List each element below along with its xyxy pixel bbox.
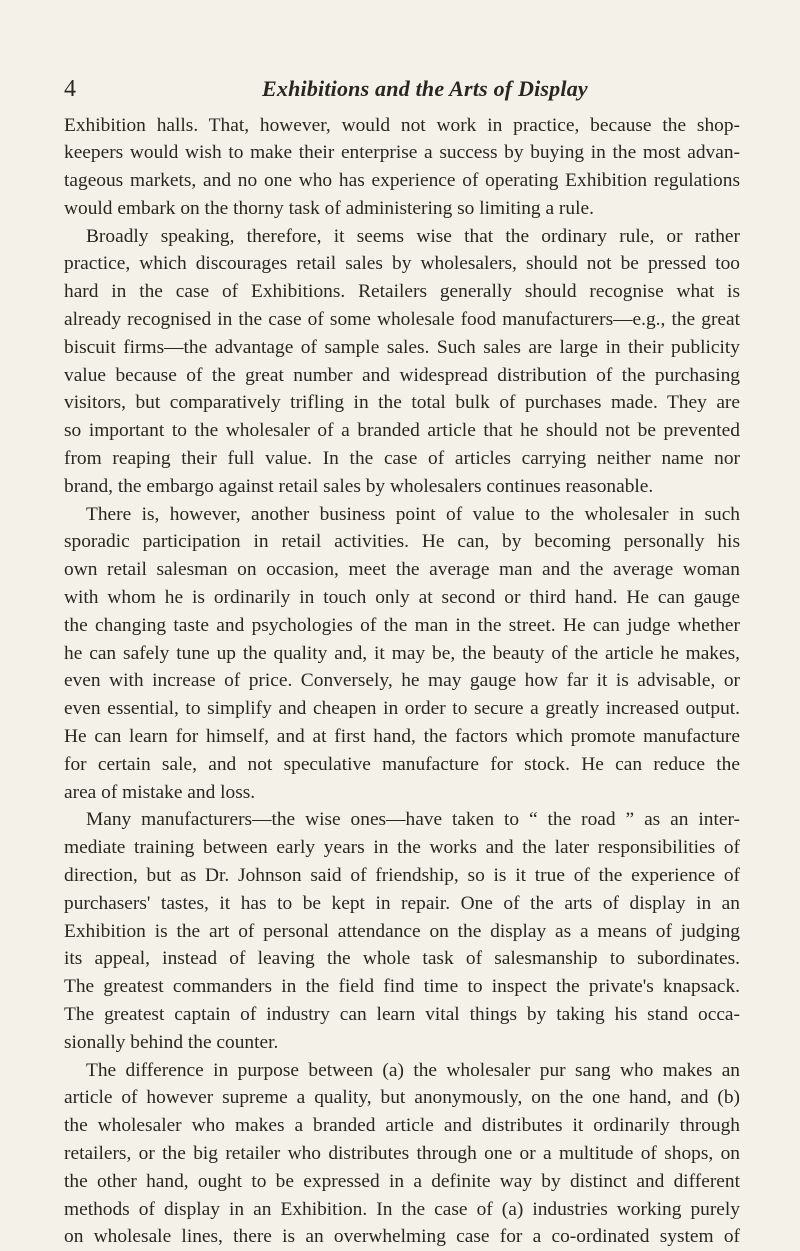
text-line: direction, but as Dr. Johnson said of friendship, so is it true of the experience of [64,862,740,890]
running-header [64,72,740,106]
page-number: 4 [64,72,76,106]
text-line: Exhibition is the art of personal attendance on the display as a means of judging [64,918,740,946]
text-line: hard in the case of Exhibitions. Retailers generally should recognise what is [64,278,740,306]
text-line: The difference in purpose between (a) the wholesaler pur sang who makes an [64,1057,740,1085]
text-line: own retail salesman on occasion, meet the average man and the average woman [64,556,740,584]
text-line: would embark on the thorny task of administering so limiting a rule. [64,195,740,223]
text-line: retailers, or the big retailer who distributes through one or a multitude of shops, on [64,1140,740,1168]
text-line: methods of display in an Exhibition. In the case of (a) industries working purely [64,1196,740,1224]
text-line: There is, however, another business point of value to the wholesaler in such [64,501,740,529]
text-line: its appeal, instead of leaving the whole task of salesmanship to subordinates. [64,945,740,973]
text-line: area of mistake and loss. [64,779,740,807]
text-line: mediate training between early years in the works and the later responsibilities of [64,834,740,862]
text-line: sporadic participation in retail activities. He can, by becoming personally his [64,528,740,556]
text-line: even essential, to simplify and cheapen in order to secure a greatly increased output. [64,695,740,723]
text-line: already recognised in the case of some wholesale food manufacturers—e.g., the great [64,306,740,334]
text-line: value because of the great number and widespread distribution of the purchasing [64,362,740,390]
text-line: the wholesaler who makes a branded article and distributes it ordinarily through [64,1112,740,1140]
text-line: keepers would wish to make their enterprise a success by buying in the most advan- [64,139,740,167]
text-line: even with increase of price. Conversely, he may gauge how far it is advisable, or [64,667,740,695]
body-text [64,112,740,1251]
text-line: the other hand, ought to be expressed in a definite way by distinct and different [64,1168,740,1196]
text-line: with whom he is ordinarily in touch only at second or third hand. He can gauge [64,584,740,612]
text-line: article of however supreme a quality, but anonymously, on the one hand, and (b) [64,1084,740,1112]
text-line: purchasers' tastes, it has to be kept in repair. One of the arts of display in an [64,890,740,918]
text-line: tageous markets, and no one who has experience of operating Exhibition regulations [64,167,740,195]
text-line: sionally behind the counter. [64,1029,740,1057]
text-line: so important to the wholesaler of a branded article that he should not be prevented [64,417,740,445]
text-line: practice, which discourages retail sales by wholesalers, should not be pressed too [64,250,740,278]
running-title: Exhibitions and the Arts of Display [262,72,588,106]
text-line: the changing taste and psychologies of the man in the street. He can judge whether [64,612,740,640]
text-line: He can learn for himself, and at first hand, the factors which promote manufacture [64,723,740,751]
text-line: brand, the embargo against retail sales by wholesalers continues reasonable. [64,473,740,501]
text-line: for certain sale, and not speculative manufacture for stock. He can reduce the [64,751,740,779]
text-line: Many manufacturers—the wise ones—have taken to “ the road ” as an inter- [64,806,740,834]
text-line: visitors, but comparatively trifling in the total bulk of purchases made. They are [64,389,740,417]
text-line: Broadly speaking, therefore, it seems wise that the ordinary rule, or rather [64,223,740,251]
text-line: on wholesale lines, there is an overwhelming case for a co-ordinated system of [64,1223,740,1251]
text-line: from reaping their full value. In the case of articles carrying neither name nor [64,445,740,473]
text-line: The greatest captain of industry can learn vital things by taking his stand occa- [64,1001,740,1029]
text-line: Exhibition halls. That, however, would not work in practice, because the shop- [64,112,740,140]
text-line: biscuit firms—the advantage of sample sales. Such sales are large in their publicity [64,334,740,362]
text-line: he can safely tune up the quality and, it may be, the beauty of the article he makes, [64,640,740,668]
text-line: The greatest commanders in the field find time to inspect the private's knapsack. [64,973,740,1001]
